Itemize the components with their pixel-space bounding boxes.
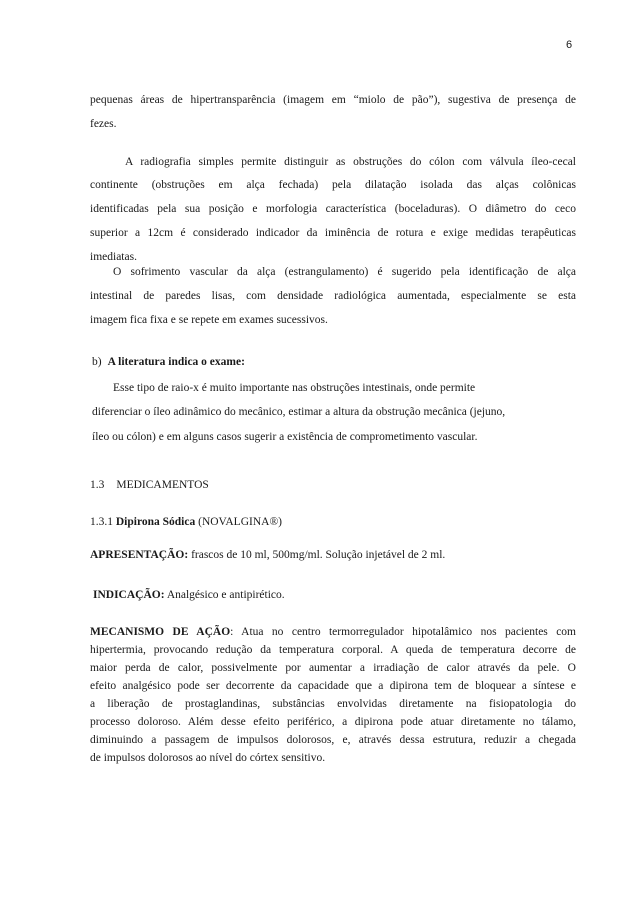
- drug-heading: [90, 514, 576, 530]
- mecanismo-line: processo doloroso. Além desse efeito periférico, a dipirona pode atuar diretamente no tálamo,: [90, 716, 576, 728]
- drug-number: 1.3.1: [90, 516, 113, 528]
- apresentacao-text: frascos de 10 ml, 500mg/ml. Solução injetável de 2 ml.: [191, 549, 446, 561]
- apresentacao-line: [90, 547, 576, 563]
- paragraph-1-line: pequenas áreas de hipertransparência (imagem em “miolo de pão”), sugestiva de presença de: [90, 94, 576, 106]
- mecanismo-line: de impulsos dolorosos ao nível do córtex sensitivo.: [90, 752, 326, 764]
- section-b-label: b): [92, 356, 102, 368]
- mecanismo-line: a liberação de prostaglandinas, substâncias envolvidas diretamente na fisiopatologia do: [90, 698, 576, 710]
- paragraph-2-line: identificadas pela sua posição e morfologia característica (boceladuras). O diâmetro do ceco: [90, 203, 576, 215]
- section-title: MEDICAMENTOS: [116, 479, 209, 491]
- mecanismo-line: maior perda de calor, possivelmente por aumentar a irradiação de calor através da pele. O: [90, 662, 576, 674]
- section-heading: [90, 477, 576, 493]
- indicacao-label: INDICAÇÃO:: [93, 589, 165, 601]
- mecanismo-first-line-text: : Atua no centro termorregulador hipotalâmico nos pacientes com: [230, 626, 576, 638]
- page-number: 6: [566, 39, 573, 51]
- drug-brand: (NOVALGINA®): [198, 516, 283, 528]
- paragraph-2-line: imediatas.: [90, 251, 137, 263]
- mecanismo-line: efeito analgésico pode ser decorrente da capacidade que a dipirona tem de bloquear a síntese e: [90, 680, 576, 692]
- section-number: 1.3: [90, 479, 105, 491]
- section-b-title: A literatura indica o exame:: [107, 356, 245, 368]
- section-b-line: diferenciar o íleo adinâmico do mecânico, estimar a altura da obstrução mecânica (jejuno,: [92, 406, 506, 418]
- mecanismo-line: diminuindo a passagem de impulsos dolorosos, e, através dessa estrutura, reduzir a chegada: [90, 734, 576, 746]
- paragraph-2-line: continente (obstruções em alça fechada) pela dilatação isolada das alças colônicas: [90, 179, 576, 191]
- indicacao-text: Analgésico e antipirético.: [166, 589, 285, 601]
- paragraph-3-line: imagem fica fixa e se repete em exames sucessivos.: [90, 314, 328, 326]
- indicacao-line: [93, 587, 576, 603]
- paragraph-3-line: O sofrimento vascular da alça (estrangulamento) é sugerido pela identificação de alça: [113, 266, 576, 278]
- section-b-line: íleo ou cólon) e em alguns casos sugerir a existência de comprometimento vascular.: [92, 431, 478, 443]
- section-b-heading: [92, 354, 576, 370]
- drug-name: Dipirona Sódica: [115, 516, 196, 528]
- paragraph-1-line: fezes.: [90, 118, 117, 130]
- paragraph-3-line: intestinal de paredes lisas, com densidade radiológica aumentada, especialmente se esta: [90, 290, 576, 302]
- mecanismo-label: MECANISMO DE AÇÃO: [90, 626, 231, 638]
- paragraph-2-line: A radiografia simples permite distinguir as obstruções do cólon com válvula íleo-cecal: [125, 156, 576, 168]
- section-b-line: Esse tipo de raio-x é muito importante nas obstruções intestinais, onde permite: [113, 382, 476, 394]
- mecanismo-line: hipertermia, provocando redução da temperatura corporal. A queda de temperatura decorre de: [90, 644, 576, 656]
- apresentacao-label: APRESENTAÇÃO:: [90, 549, 189, 561]
- mecanismo-line: [90, 624, 576, 640]
- paragraph-2-line: superior a 12cm é considerado indicador da iminência de rotura e exige medidas terapêuticas: [90, 227, 576, 239]
